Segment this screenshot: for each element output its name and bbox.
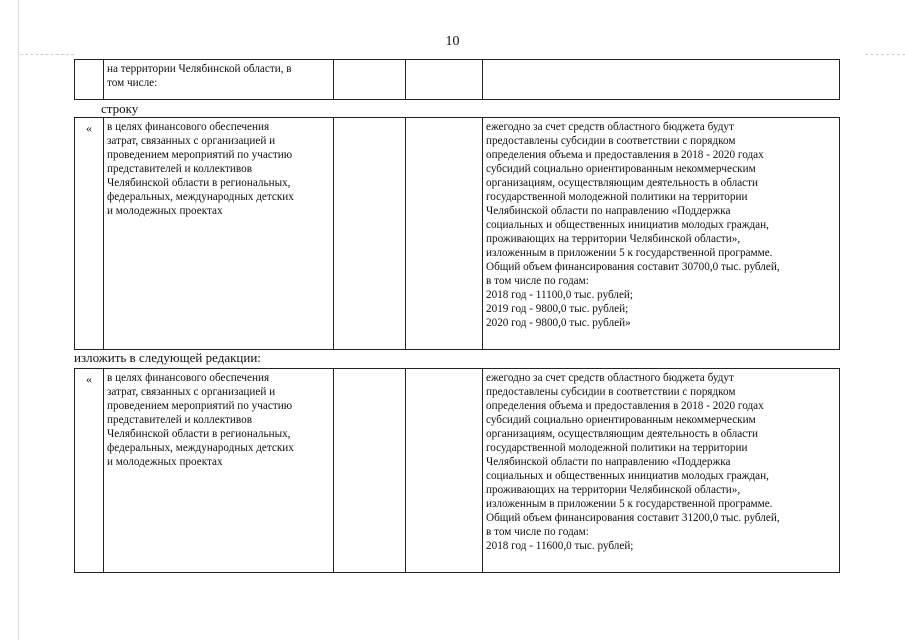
text-line: затрат, связанных с организацией и <box>107 135 276 147</box>
text-line: на территории Челябинской области, в <box>107 63 292 75</box>
text-line: федеральных, международных детских <box>107 442 294 454</box>
text-line: в целях финансового обеспечения <box>107 121 270 133</box>
cell-empty <box>406 118 483 350</box>
description-text <box>104 60 333 92</box>
cell-empty <box>334 118 406 350</box>
table-row <box>75 60 840 100</box>
label-edit: изложить в следующей редакции: <box>74 350 261 365</box>
text-line: ежегодно за счет средств областного бюджета будут <box>486 121 734 133</box>
table-row <box>75 118 840 350</box>
text-line: проведением мероприятий по участию <box>107 400 293 412</box>
text-line: проведением мероприятий по участию <box>107 149 293 161</box>
quote-mark: « <box>86 372 92 386</box>
text-line: социальных и общественных инициатив молодых граждан, <box>486 470 769 482</box>
text-line: 2020 год - 9800,0 тыс. рублей» <box>486 317 631 329</box>
table-row <box>75 369 840 573</box>
page-edge-line <box>18 0 19 640</box>
text-line: том числе: <box>107 77 158 89</box>
text-line: определения объема и предоставления в 2018 - 2020 годах <box>486 149 764 161</box>
text-line: и молодежных проектах <box>107 205 223 217</box>
text-line: проживающих на территории Челябинской области», <box>486 484 741 496</box>
text-line: федеральных, международных детских <box>107 191 294 203</box>
text-line: субсидий социально ориентированным некоммерческим <box>486 163 756 175</box>
text-line: 2018 год - 11100,0 тыс. рублей; <box>486 289 634 301</box>
text-line: представителей и коллективов <box>107 414 252 426</box>
text-line: социальных и общественных инициатив молодых граждан, <box>486 219 769 231</box>
text-line: ежегодно за счет средств областного бюджета будут <box>486 372 734 384</box>
cell-empty <box>406 369 483 573</box>
text-line: государственной молодежной политики на территории <box>486 442 748 454</box>
cell-result <box>483 118 840 350</box>
label-row: строку <box>101 101 139 116</box>
cell-empty <box>334 60 406 100</box>
text-line: 2018 год - 11600,0 тыс. рублей; <box>486 540 634 552</box>
text-line: и молодежных проектах <box>107 456 223 468</box>
cell-result <box>483 369 840 573</box>
cell-empty <box>334 369 406 573</box>
cell-number <box>75 60 104 100</box>
text-line: Челябинской области по направлению «Поддержка <box>486 205 731 217</box>
table-new-row <box>74 368 840 573</box>
table-continuation <box>74 59 840 100</box>
cell-quote <box>75 118 104 350</box>
text-line: в том числе по годам: <box>486 526 589 538</box>
text-line: Челябинской области в региональных, <box>107 428 291 440</box>
description-text <box>104 118 333 220</box>
text-line: организациям, осуществляющим деятельность в области <box>486 428 759 440</box>
text-line: предоставлены субсидии в соответствии с порядком <box>486 135 736 147</box>
margin-dash-left <box>20 54 74 55</box>
cell-result <box>483 60 840 100</box>
table-old-row <box>74 117 840 350</box>
text-line: затрат, связанных с организацией и <box>107 386 276 398</box>
text-line: предоставлены субсидии в соответствии с порядком <box>486 386 736 398</box>
text-line: субсидий социально ориентированным некоммерческим <box>486 414 756 426</box>
text-line: Челябинской области по направлению «Поддержка <box>486 456 731 468</box>
text-line: государственной молодежной политики на территории <box>486 191 748 203</box>
text-line: Общий объем финансирования составит 30700,0 тыс. рублей, <box>486 261 780 273</box>
text-line: изложенным в приложении 5 к государственной программе. <box>486 247 773 259</box>
page-number: 10 <box>445 34 460 49</box>
cell-description <box>104 60 334 100</box>
text-line: определения объема и предоставления в 2018 - 2020 годах <box>486 400 764 412</box>
result-text <box>483 118 839 332</box>
text-line: Челябинской области в региональных, <box>107 177 291 189</box>
cell-description <box>104 369 334 573</box>
text-line: 2019 год - 9800,0 тыс. рублей; <box>486 303 629 315</box>
text-line: представителей и коллективов <box>107 163 252 175</box>
text-line: проживающих на территории Челябинской области», <box>486 233 741 245</box>
margin-dash-right <box>865 54 905 55</box>
description-text <box>104 369 333 471</box>
text-line: Общий объем финансирования составит 31200,0 тыс. рублей, <box>486 512 780 524</box>
cell-empty <box>406 60 483 100</box>
text-line: организациям, осуществляющим деятельность в области <box>486 177 759 189</box>
cell-quote <box>75 369 104 573</box>
text-line: в целях финансового обеспечения <box>107 372 270 384</box>
text-line: изложенным в приложении 5 к государственной программе. <box>486 498 773 510</box>
result-text <box>483 369 839 555</box>
quote-mark: « <box>86 121 92 135</box>
cell-description <box>104 118 334 350</box>
text-line: в том числе по годам: <box>486 275 589 287</box>
